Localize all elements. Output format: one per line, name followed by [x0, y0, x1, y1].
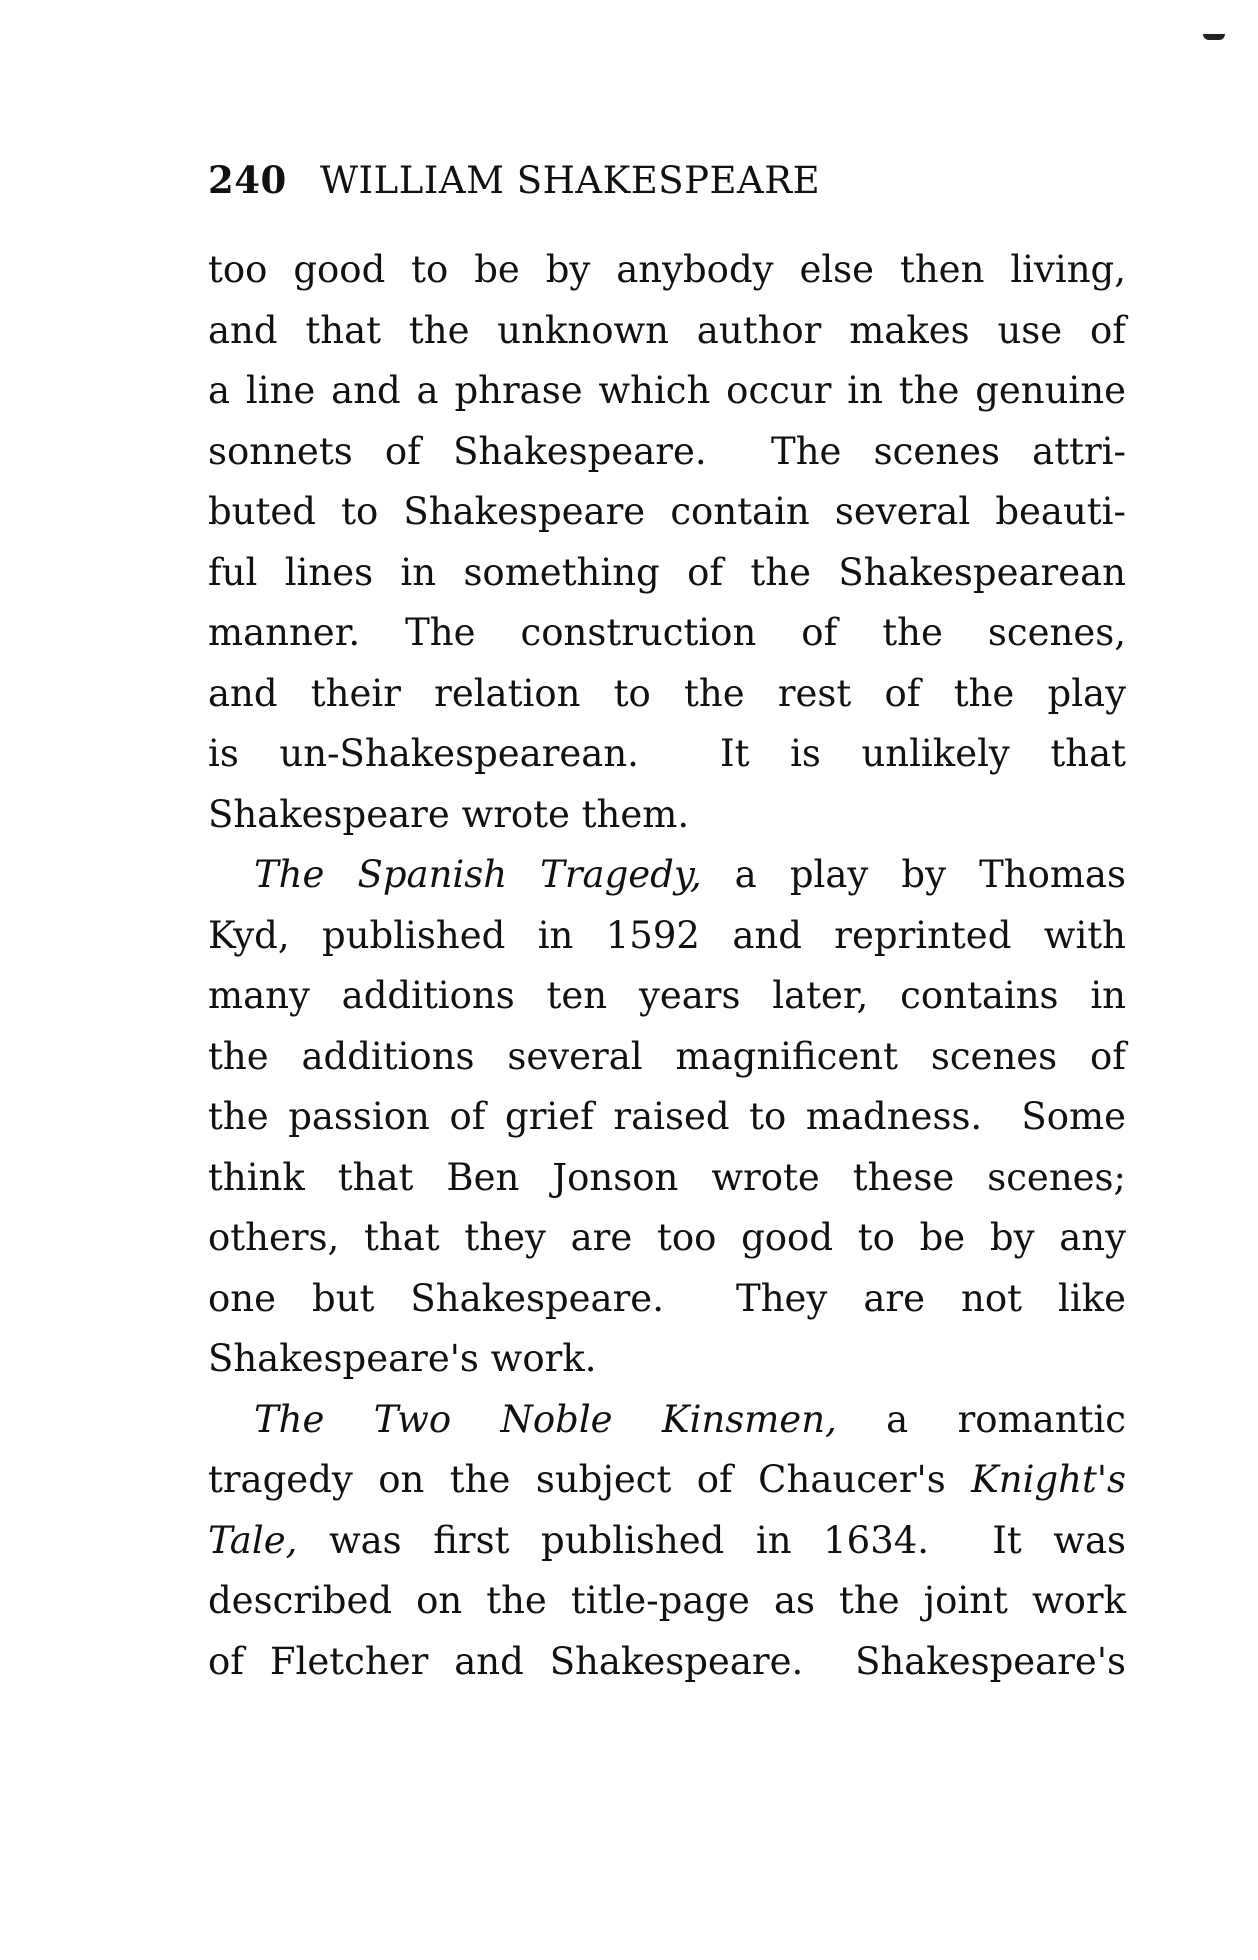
text-segment: of Fletcher and Shakespeare. Shakespeare's — [208, 1639, 1126, 1683]
text-segment: a line and a phrase which occur in the genuine — [208, 369, 1126, 412]
text-line — [208, 361, 1126, 422]
text-segment: sonnets of Shakespeare. The scenes attri- — [208, 429, 1126, 473]
text-segment: manner. The construction of the scenes, — [208, 611, 1126, 654]
text-line — [208, 1087, 1126, 1148]
text-segment: buted to Shakespeare contain several beauti- — [208, 490, 1126, 533]
text-line — [208, 966, 1126, 1027]
text-line — [208, 906, 1126, 967]
text-line — [208, 1632, 1126, 1693]
text-line — [208, 1390, 1126, 1451]
text-segment: Shakespeare wrote them. — [208, 792, 690, 836]
running-title: WILLIAM SHAKESPEARE — [320, 159, 821, 202]
italic-title: Knight's — [971, 1458, 1126, 1501]
text-line — [208, 1571, 1126, 1632]
text-line — [208, 664, 1126, 725]
text-line — [208, 1208, 1126, 1269]
text-segment: was first published in 1634. It was — [297, 1518, 1126, 1562]
text-segment: tragedy on the subject of Chaucer's — [208, 1458, 972, 1501]
italic-title: The Spanish Tragedy, — [254, 853, 702, 896]
text-line — [208, 1148, 1126, 1209]
text-line — [208, 845, 1126, 906]
text-segment: Shakespeare's work. — [208, 1337, 597, 1380]
text-segment: think that Ben Jonson wrote these scenes; — [208, 1155, 1126, 1199]
text-line — [208, 1329, 1126, 1390]
text-line — [208, 724, 1126, 785]
page-body-text — [208, 240, 1126, 1692]
text-segment: a play by Thomas — [701, 853, 1126, 896]
text-line — [208, 301, 1126, 362]
text-line — [208, 603, 1126, 664]
text-segment: many additions ten years later, contains in — [208, 974, 1126, 1017]
text-line — [208, 240, 1126, 301]
text-segment: described on the title-page as the joint work — [208, 1579, 1126, 1622]
text-segment: the passion of grief raised to madness. Some — [208, 1095, 1126, 1138]
text-line — [208, 1269, 1126, 1330]
text-line — [208, 422, 1126, 483]
text-line — [208, 785, 1126, 846]
text-segment: and that the unknown author makes use of — [208, 308, 1126, 352]
text-segment: and their relation to the rest of the play — [208, 671, 1126, 715]
page-number: 240 — [208, 158, 287, 202]
italic-title: The Two Noble Kinsmen, — [254, 1397, 837, 1441]
text-line — [208, 1450, 1126, 1511]
text-segment: others, that they are too good to be by any — [208, 1216, 1126, 1259]
text-segment: a romantic — [836, 1397, 1126, 1441]
scan-mark — [1203, 34, 1225, 40]
text-line — [208, 482, 1126, 543]
text-line — [208, 1027, 1126, 1088]
text-segment: one but Shakespeare. They are not like — [208, 1276, 1126, 1320]
text-line — [208, 1511, 1126, 1572]
text-segment: too good to be by anybody else then living, — [208, 248, 1126, 291]
text-line — [208, 543, 1126, 604]
text-segment: is un-Shakespearean. It is unlikely that — [208, 732, 1126, 775]
text-segment: ful lines in something of the Shakespearean — [208, 550, 1126, 594]
text-segment: the additions several magnificent scenes of — [208, 1034, 1126, 1078]
italic-title: Tale, — [208, 1518, 298, 1562]
text-segment: Kyd, published in 1592 and reprinted with — [208, 913, 1126, 957]
running-header — [208, 158, 1123, 202]
